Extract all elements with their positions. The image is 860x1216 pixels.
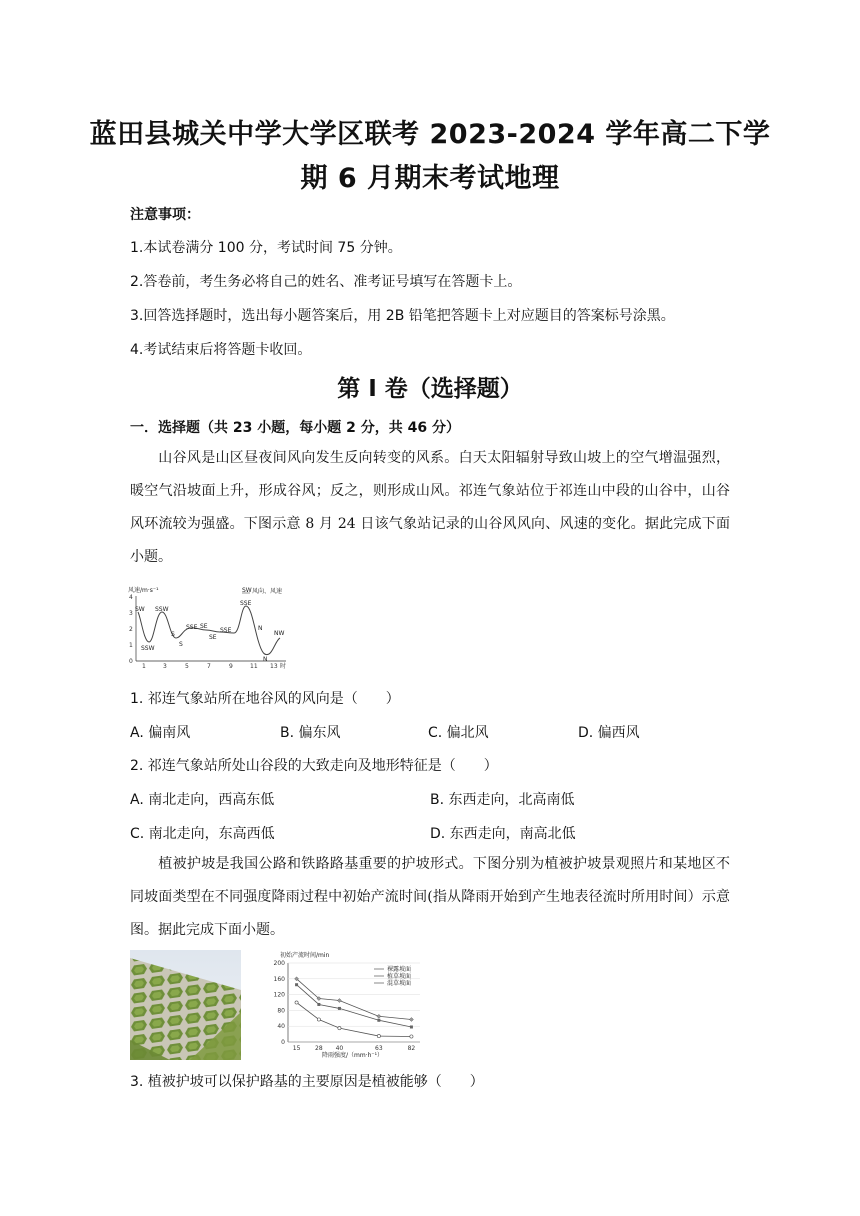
wind-x-tick: 3 <box>163 663 167 670</box>
wind-dir-label: SSE <box>240 600 252 607</box>
runoff-legend-label: 裸露坡面 <box>387 966 412 973</box>
section-title: 第 I 卷（选择题） <box>337 376 523 402</box>
wind-dir-label: SE <box>209 634 217 641</box>
wind-x-tick: 9 <box>229 663 233 670</box>
runoff-legend-label: 植草坡面 <box>387 973 412 980</box>
wind-dir-label: SW <box>135 606 145 613</box>
exam-title-line2: 期 6 月期末考试地理 <box>300 163 560 194</box>
wind-dir-label: N <box>258 625 263 632</box>
runoff-x-tick: 63 <box>375 1045 383 1052</box>
runoff-point <box>410 1035 413 1038</box>
runoff-point <box>377 1019 380 1022</box>
wind-dir-label: SE <box>200 623 208 630</box>
q2-option-b[interactable]: B. 东西走向，北高南低 <box>430 792 575 808</box>
wind-y-tick: 2 <box>129 626 133 633</box>
passage-2 <box>130 848 730 947</box>
passage-1-text: 山谷风是山区昼夜间风向发生反向转变的风系。白天太阳辐射导致山坡上的空气增温强烈，暖空气沿坡面上升，形成谷风；反之，则形成山风。祁连气象站位于祁连山中段的山谷中，山谷风环流较为强盛。下图示意 8 月 24 日该气象站记录的山谷风风向、风速的变化。据此完成下面小题。 <box>130 450 730 565</box>
runoff-point <box>337 999 341 1003</box>
wind-x-tick: 1 <box>142 663 146 670</box>
runoff-y-tick: 120 <box>273 991 285 999</box>
q1-stem: 1. 祁连气象站所在地谷风的风向是（ ） <box>130 691 400 707</box>
q1-option-b[interactable]: B. 偏东风 <box>280 725 341 741</box>
wind-y-tick: 4 <box>129 594 133 601</box>
q2-option-d[interactable]: D. 东西走向，南高北低 <box>430 826 576 842</box>
runoff-chart <box>262 950 438 1060</box>
runoff-y-tick: 80 <box>277 1007 285 1015</box>
q3-stem: 3. 植被护坡可以保护路基的主要原因是植被能够（ ） <box>130 1074 484 1090</box>
q2-option-c[interactable]: C. 南北走向，东高西低 <box>130 826 275 842</box>
wind-chart-legend-symbol: SW <box>242 587 252 594</box>
note-item-3: 3.回答选择题时，选出每小题答案后，用 2B 铅笔把答题卡上对应题目的答案标号涂黑。 <box>130 308 675 324</box>
q1-option-c[interactable]: C. 偏北风 <box>428 725 489 741</box>
slope-protection-photo <box>130 950 241 1060</box>
runoff-point <box>338 1007 341 1010</box>
wind-chart <box>128 584 294 670</box>
wind-dir-label: NW <box>274 630 285 637</box>
runoff-y-tick: 200 <box>273 960 285 967</box>
runoff-y-tick: 40 <box>277 1023 285 1031</box>
note-item-4: 4.考试结束后将答题卡收回。 <box>130 342 312 358</box>
wind-x-unit: 时 <box>280 663 287 670</box>
runoff-point <box>410 1025 413 1028</box>
runoff-point <box>295 1001 298 1004</box>
slope-photo-illustration <box>130 950 241 1060</box>
wind-x-ticks <box>142 662 286 670</box>
runoff-chart-ylabel: 初始产流时间/min <box>280 952 330 959</box>
runoff-x-tick: 28 <box>315 1045 323 1052</box>
wind-y-tick: 0 <box>129 658 133 665</box>
q1-option-a[interactable]: A. 偏南风 <box>130 725 191 741</box>
note-item-1: 1.本试卷满分 100 分，考试时间 75 分钟。 <box>130 240 402 256</box>
q2-stem: 2. 祁连气象站所处山谷段的大致走向及地形特征是（ ） <box>130 758 498 774</box>
wind-chart-ylabel: 风速/m·s⁻¹ <box>128 587 159 594</box>
wind-y-tick: 3 <box>129 610 133 617</box>
passage-2-text: 植被护坡是我国公路和铁路路基重要的护坡形式。下图分别为植被护坡景观照片和某地区不同坡面类型在不同强度降雨过程中初始产流时间(指从降雨开始到产生地表径流时所用时间）示意图。据此完成下面小题。 <box>130 856 730 938</box>
runoff-series-line <box>297 1003 412 1037</box>
wind-chart-legend-label: 风向、风速 <box>252 588 283 595</box>
runoff-y-tick: 160 <box>273 975 285 983</box>
runoff-point <box>409 1017 413 1021</box>
wind-dir-label: S <box>171 631 175 638</box>
runoff-x-tick: 82 <box>407 1045 416 1052</box>
runoff-point <box>317 1018 320 1021</box>
runoff-point <box>377 1034 380 1037</box>
wind-dir-label: N <box>263 656 268 663</box>
part1-heading: 一．选择题（共 23 小题，每小题 2 分，共 46 分） <box>130 420 460 436</box>
runoff-x-tick: 15 <box>292 1045 301 1052</box>
wind-dir-label: S <box>179 641 183 648</box>
wind-x-tick: 13 <box>270 663 278 670</box>
runoff-point <box>295 983 298 986</box>
wind-dir-label: SSW <box>141 645 155 652</box>
wind-x-tick: 7 <box>207 663 211 670</box>
passage-1 <box>130 442 730 574</box>
note-item-2: 2.答卷前，考生务必将自己的姓名、准考证号填写在答题卡上。 <box>130 274 522 290</box>
exam-title-line1: 蓝田县城关中学大学区联考 2023-2024 学年高二下学 <box>89 119 771 150</box>
wind-direction-labels <box>135 600 284 663</box>
runoff-series-line <box>297 985 412 1027</box>
runoff-point <box>317 1003 320 1006</box>
runoff-y-tick: 0 <box>281 1039 285 1046</box>
runoff-point <box>377 1014 381 1018</box>
q1-option-d[interactable]: D. 偏西风 <box>578 725 640 741</box>
wind-y-tick: 1 <box>129 642 133 649</box>
wind-dir-label: SSE <box>186 624 198 631</box>
notes-heading: 注意事项： <box>130 207 200 223</box>
runoff-chart-xlabel: 降雨强度/（mm·h⁻¹） <box>322 1052 383 1059</box>
wind-dir-label: SSE <box>220 627 232 634</box>
wind-y-ticks <box>129 594 133 665</box>
runoff-point <box>338 1027 341 1030</box>
runoff-x-tick: 40 <box>335 1045 344 1052</box>
wind-dir-label: SSW <box>155 606 169 613</box>
wind-x-tick: 11 <box>250 663 258 670</box>
q2-option-a[interactable]: A. 南北走向，西高东低 <box>130 792 275 808</box>
wind-x-tick: 5 <box>185 663 189 670</box>
runoff-legend-label: 混草坡面 <box>387 980 412 987</box>
